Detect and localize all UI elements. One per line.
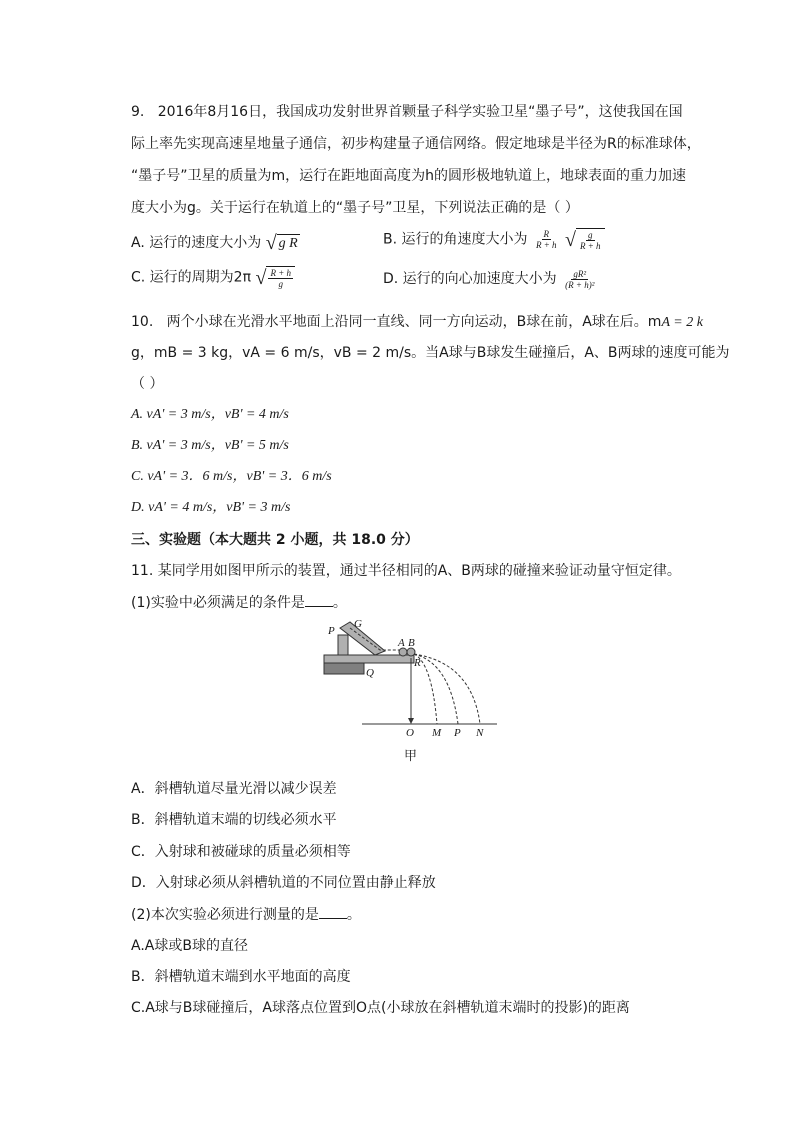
- figure-caption: 甲: [404, 749, 418, 764]
- q9-option-a-expr: g R: [278, 236, 298, 251]
- label-p: P: [454, 727, 461, 739]
- q10-text-1-tail: A = 2 k: [661, 315, 703, 330]
- q9-option-c-sqrt-num: R + h: [270, 268, 292, 278]
- label-a: A: [398, 637, 405, 649]
- q9-option-a[interactable]: [131, 232, 300, 253]
- q9-option-d-den: (R + h)²: [565, 279, 595, 290]
- q11-sub2-option-c[interactable]: C.A球与B球碰撞后，A球落点位置到O点(小球放在斜槽轨道末端时的投影)的距离: [131, 1000, 630, 1016]
- label-m: M: [432, 727, 442, 739]
- q10-line-1: [131, 312, 703, 333]
- q10-line-2: g，mB = 3 kg，vA = 6 m/s，vB = 2 m/s。当A球与B球发生碰撞后，A、B两球的速度可能为: [131, 345, 730, 361]
- plumb-arrow: [408, 718, 414, 724]
- table-q-block: [324, 663, 364, 674]
- q9-option-b-label: B. 运行的角速度大小为: [383, 231, 528, 248]
- q11-sub1-option-c[interactable]: C．入射球和被碰球的质量必须相等: [131, 844, 351, 860]
- experiment-figure: [322, 618, 502, 768]
- q9-option-b-frac: [534, 229, 559, 250]
- q10-option-a[interactable]: A. vA' = 3 m/s，vB' = 4 m/s: [131, 407, 289, 422]
- q11-sub1-blank[interactable]: [305, 592, 333, 607]
- q10-number: 10.: [131, 314, 154, 330]
- q9-number: 9.: [131, 104, 145, 120]
- q9-option-b-sqrt-num: g: [588, 230, 593, 240]
- q9-line-3: “墨子号”卫星的质量为m，运行在距地面高度为h的圆形极地轨道上，地球表面的重力加速: [131, 168, 687, 184]
- q10-option-b[interactable]: B. vA' = 3 m/s，vB' = 5 m/s: [131, 438, 289, 453]
- q11-stem: 11. 某同学用如图甲所示的装置，通过半径相同的A、B两球的碰撞来验证动量守恒定律。: [131, 563, 681, 579]
- q9-option-b[interactable]: [383, 228, 605, 251]
- q9-option-d-label: D. 运行的向心加速度大小为: [383, 271, 557, 287]
- label-r: R: [414, 657, 421, 669]
- q11-sub1-option-a[interactable]: A．斜槽轨道尽量光滑以减少误差: [131, 781, 337, 797]
- q10-option-d[interactable]: D. vA' = 4 m/s，vB' = 3 m/s: [131, 500, 291, 515]
- q11-sub1-option-d[interactable]: D．入射球必须从斜槽轨道的不同位置由静止释放: [131, 875, 436, 891]
- q9-option-b-frac-den: R + h: [535, 240, 557, 250]
- q9-option-c-sqrt: √ $\frac{R + h}{g}$: [255, 266, 295, 289]
- label-o: O: [406, 727, 414, 739]
- q9-option-b-frac-num: R: [543, 229, 549, 239]
- q10-text-1: 两个小球在光滑水平地面上沿同一直线、同一方向运动，B球在前，A球在后。m: [166, 314, 662, 330]
- q11-sub1-text: (1)实验中必须满足的条件是: [131, 595, 305, 611]
- q9-option-b-sqrt-den: R + h: [579, 241, 601, 251]
- label-n: N: [476, 727, 484, 739]
- ball-b: [407, 648, 415, 656]
- q9-option-d[interactable]: [383, 268, 598, 290]
- q9-option-c-label: C. 运行的周期为2π: [131, 269, 252, 286]
- q10-option-c[interactable]: C. vA' = 3．6 m/s，vB' = 3．6 m/s: [131, 469, 332, 484]
- q9-option-c-sqrt-den: g: [278, 279, 283, 289]
- q11-sub2-text: (2)本次实验必须进行测量的是: [131, 907, 319, 923]
- q11-sub2-option-a[interactable]: A.A球或B球的直径: [131, 938, 248, 954]
- q9-option-b-sqrt: √ $\frac{g}{R + h}$: [565, 228, 605, 251]
- q9-text-1: 2016年8月16日，我国成功发射世界首颗量子科学实验卫星“墨子号”，这使我国在国: [157, 104, 683, 120]
- q11-sub1: [131, 592, 347, 613]
- q9-option-a-sqrt: √ g R: [265, 232, 298, 254]
- ball-a: [399, 648, 407, 656]
- q9-option-d-frac: [563, 269, 596, 290]
- q9-option-c[interactable]: [131, 266, 295, 289]
- q9-line-2: 际上率先实现高速星地量子通信，初步构建量子通信网络。假定地球是半径为R的标准球体，: [131, 136, 701, 152]
- q11-sub1-option-b[interactable]: B．斜槽轨道末端的切线必须水平: [131, 812, 337, 828]
- label-g: G: [354, 618, 362, 630]
- q9-line-1: [131, 102, 683, 122]
- q11-sub2-blank[interactable]: [319, 904, 347, 919]
- q11-sub2-option-b[interactable]: B．斜槽轨道末端到水平地面的高度: [131, 969, 351, 985]
- q11-sub2-end: 。: [346, 907, 361, 923]
- q10-line-3: （ ）: [131, 376, 164, 392]
- q9-option-d-num: gR²: [573, 268, 587, 279]
- q11-sub1-end: 。: [332, 595, 347, 611]
- section-3-heading: 三、实验题（本大题共 2 小题，共 18.0 分）: [131, 532, 419, 548]
- track-base: [324, 655, 414, 663]
- q9-line-4: 度大小为g。关于运行在轨道上的“墨子号”卫星，下列说法正确的是（ ）: [131, 200, 579, 216]
- q9-option-a-label: A. 运行的速度大小为: [131, 235, 262, 251]
- trajectory-n: [414, 654, 480, 724]
- q11-sub2: [131, 904, 361, 925]
- label-p-top: P: [328, 625, 335, 637]
- label-b: B: [408, 637, 415, 649]
- label-q: Q: [366, 667, 374, 679]
